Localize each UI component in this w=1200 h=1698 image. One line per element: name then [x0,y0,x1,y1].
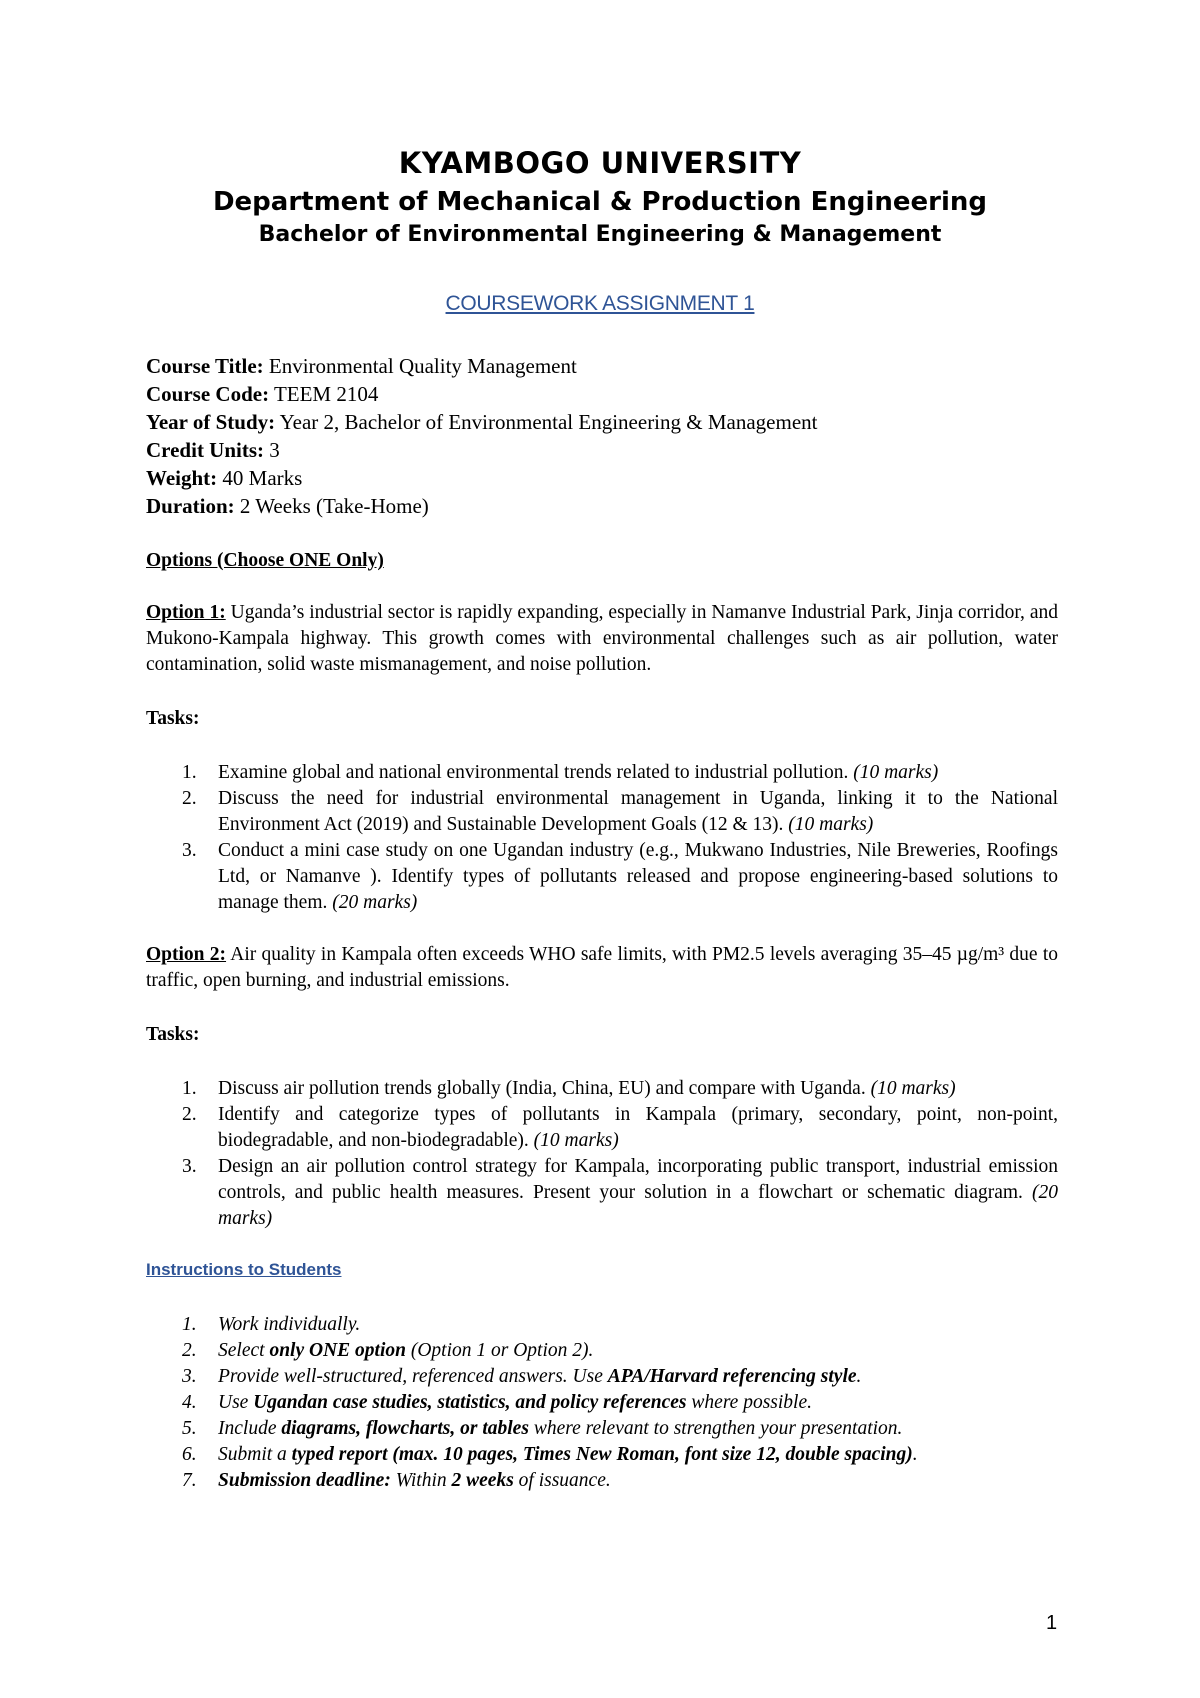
list-item: 3. Design an air pollution control strategy for Kampala, incorporating public transport, industrial emission controls, and public health measures. Present your solution in a flowchart or schematic diagram. (20 marks) [182,1156,1058,1229]
list-item: 1. Examine global and national environmental trends related to industrial pollution. (10 marks) [182,762,939,783]
option-1-tasks-label: Tasks: [146,708,200,729]
programme-name: Bachelor of Environmental Engineering & Management [258,222,942,247]
option-1-paragraph: Option 1: Uganda’s industrial sector is rapidly expanding, especially in Namanve Industrial Park, Jinja corridor, and Mukono-Kampala highway. This growth comes with environmental challenges such as air pollution, water contamination, solid waste mismanagement, and noise pollution. [146,602,1059,675]
options-heading: Options (Choose ONE Only) [146,550,384,571]
list-item: 3. Provide well-structured, referenced answers. Use APA/Harvard referencing style. [182,1366,862,1387]
option-2-tasks-label: Tasks: [146,1024,200,1045]
meta-duration: Duration: 2 Weeks (Take-Home) [146,494,429,518]
assignment-title: COURSEWORK ASSIGNMENT 1 [445,292,755,315]
meta-year-of-study: Year of Study: Year 2, Bachelor of Environmental Engineering & Management [146,410,818,434]
list-item: 2. Discuss the need for industrial environmental management in Uganda, linking it to the National Environment Act (2019) and Sustainable Development Goals (12 & 13). (10 marks) [182,788,1058,835]
option-1-label: Option 1: [146,602,226,623]
option-2-label: Option 2: [146,944,227,965]
instructions-heading: Instructions to Students [146,1260,342,1279]
meta-course-code: Course Code: TEEM 2104 [146,382,379,406]
meta-weight: Weight: 40 Marks [146,466,303,490]
option-1-task-list [146,760,1058,916]
list-item: 6. Submit a typed report (max. 10 pages, Times New Roman, font size 12, double spacing). [182,1444,918,1465]
instructions-list [146,1312,1058,1494]
university-name: KYAMBOGO UNIVERSITY [398,146,802,180]
list-item: 1. Work individually. [182,1314,361,1335]
list-item: 1. Discuss air pollution trends globally (India, China, EU) and compare with Uganda. (10 marks) [182,1078,956,1099]
list-item: 2. Select only ONE option (Option 1 or Option 2). [182,1340,594,1361]
meta-course-title: Course Title: Environmental Quality Management [146,354,577,378]
list-item: 3. Conduct a mini case study on one Ugandan industry (e.g., Mukwano Industries, Nile Breweries, Roofings Ltd, or Namanve ). Identify types of pollutants released and propose engineering-based solutions to manage them. (20 marks) [182,840,1058,913]
list-item: 5. Include diagrams, flowcharts, or tables where relevant to strengthen your presentation. [182,1418,903,1439]
list-item: 2. Identify and categorize types of pollutants in Kampala (primary, secondary, point, non-point, biodegradable, and non-biodegradable). (10 marks) [182,1104,1058,1151]
meta-credit-units: Credit Units: 3 [146,438,280,462]
page-number: 1 [1046,1612,1058,1634]
course-details [146,352,1066,520]
option-2-task-list [146,1076,1058,1232]
list-item: 7. Submission deadline: Within 2 weeks of issuance. [182,1470,611,1491]
option-2-paragraph: Option 2: Air quality in Kampala often exceeds WHO safe limits, with PM2.5 levels averaging 35–45 µg/m³ due to traffic, open burning, and industrial emissions. [146,944,1059,991]
list-item: 4. Use Ugandan case studies, statistics, and policy references where possible. [182,1392,813,1413]
department-name: Department of Mechanical & Production Engineering [212,187,988,217]
